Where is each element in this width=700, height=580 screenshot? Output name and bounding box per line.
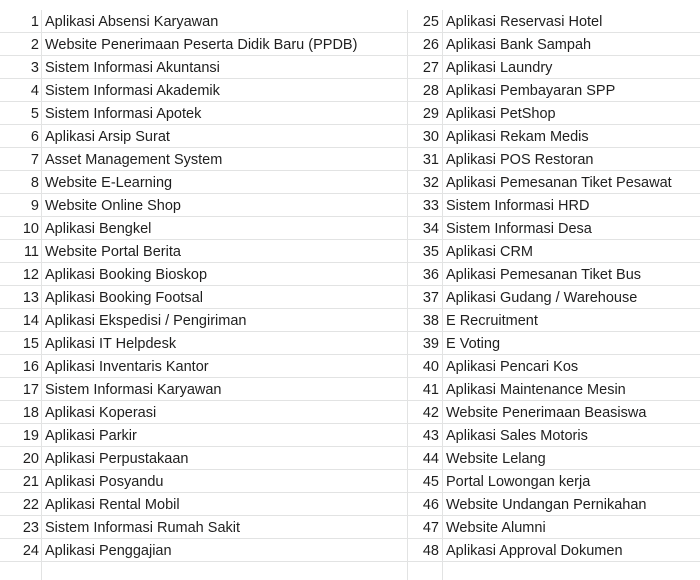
- title-cell[interactable]: Aplikasi Laundry: [446, 60, 553, 76]
- row-number-cell[interactable]: 38: [422, 313, 439, 329]
- table-row: [0, 424, 700, 447]
- title-cell[interactable]: Website Portal Berita: [45, 244, 181, 260]
- table-row: [0, 470, 700, 493]
- title-cell[interactable]: Aplikasi Sales Motoris: [446, 428, 588, 444]
- title-cell[interactable]: Sistem Informasi Rumah Sakit: [45, 520, 241, 536]
- row-number-cell[interactable]: 48: [422, 543, 439, 559]
- table-row: [0, 401, 700, 424]
- title-cell[interactable]: Website E-Learning: [45, 175, 173, 191]
- title-cell[interactable]: Sistem Informasi Akuntansi: [45, 60, 220, 76]
- row-number-cell[interactable]: 12: [22, 267, 39, 283]
- title-cell[interactable]: Portal Lowongan kerja: [446, 474, 591, 490]
- row-number-cell[interactable]: 28: [422, 83, 439, 99]
- title-cell[interactable]: Aplikasi Booking Bioskop: [45, 267, 208, 283]
- table-row: [0, 171, 700, 194]
- row-number-cell[interactable]: 7: [30, 152, 39, 168]
- table-row: [0, 447, 700, 470]
- table-row: [0, 148, 700, 171]
- table-row: [0, 10, 700, 33]
- title-cell[interactable]: Aplikasi Rekam Medis: [446, 129, 589, 145]
- row-number-cell[interactable]: 14: [22, 313, 39, 329]
- title-cell[interactable]: Aplikasi Pencari Kos: [446, 359, 579, 375]
- title-cell[interactable]: Aplikasi Perpustakaan: [45, 451, 189, 467]
- table-row: [0, 332, 700, 355]
- row-number-cell[interactable]: 6: [30, 129, 39, 145]
- row-number-cell[interactable]: 18: [22, 405, 39, 421]
- title-cell[interactable]: Aplikasi Bank Sampah: [446, 37, 592, 53]
- title-cell[interactable]: Aplikasi Koperasi: [45, 405, 157, 421]
- title-cell[interactable]: Aplikasi CRM: [446, 244, 534, 260]
- row-number-cell[interactable]: 16: [22, 359, 39, 375]
- table-row: [0, 56, 700, 79]
- title-cell[interactable]: Sistem Informasi Karyawan: [45, 382, 222, 398]
- title-cell[interactable]: Aplikasi Ekspedisi / Pengiriman: [45, 313, 247, 329]
- row-number-cell[interactable]: 47: [422, 520, 439, 536]
- title-cell[interactable]: Aplikasi Gudang / Warehouse: [446, 290, 638, 306]
- row-number-cell[interactable]: 32: [422, 175, 439, 191]
- title-cell[interactable]: Website Penerimaan Peserta Didik Baru (PPDB): [45, 37, 358, 53]
- row-number-cell[interactable]: 31: [422, 152, 439, 168]
- title-cell[interactable]: Aplikasi Inventaris Kantor: [45, 359, 209, 375]
- title-cell[interactable]: Website Lelang: [446, 451, 546, 467]
- table-row: [0, 378, 700, 401]
- row-number-cell[interactable]: 11: [23, 244, 39, 260]
- row-number-cell[interactable]: 46: [422, 497, 439, 513]
- row-number-cell[interactable]: 4: [30, 83, 39, 99]
- row-number-cell[interactable]: 10: [22, 221, 39, 237]
- title-cell[interactable]: Aplikasi Booking Footsal: [45, 290, 203, 306]
- title-cell[interactable]: Aplikasi Rental Mobil: [45, 497, 180, 513]
- table-row: [0, 355, 700, 378]
- title-cell[interactable]: Aplikasi Reservasi Hotel: [446, 14, 603, 30]
- row-number-cell[interactable]: 1: [30, 14, 39, 30]
- table-row: [0, 102, 700, 125]
- row-number-cell[interactable]: 35: [422, 244, 439, 260]
- title-cell[interactable]: Aplikasi Absensi Karyawan: [45, 14, 219, 30]
- title-cell[interactable]: Aplikasi Posyandu: [45, 474, 164, 490]
- title-cell[interactable]: Website Online Shop: [45, 198, 181, 214]
- row-number-cell[interactable]: 5: [30, 106, 39, 122]
- table-row: [0, 516, 700, 539]
- row-number-cell[interactable]: 37: [422, 290, 439, 306]
- title-cell[interactable]: Aplikasi PetShop: [446, 106, 556, 122]
- table-row: [0, 493, 700, 516]
- table-row: [0, 263, 700, 286]
- row-number-cell[interactable]: 42: [422, 405, 439, 421]
- row-number-cell[interactable]: 25: [422, 14, 439, 30]
- title-cell[interactable]: E Voting: [446, 336, 501, 352]
- title-cell[interactable]: Asset Management System: [45, 152, 223, 168]
- title-cell[interactable]: Sistem Informasi HRD: [446, 198, 590, 214]
- row-number-cell[interactable]: 36: [422, 267, 439, 283]
- table-row: [0, 539, 700, 562]
- title-cell[interactable]: Aplikasi Pemesanan Tiket Pesawat: [446, 175, 672, 191]
- row-number-cell[interactable]: 17: [22, 382, 39, 398]
- title-cell[interactable]: Aplikasi Arsip Surat: [45, 129, 170, 145]
- table-row: [0, 79, 700, 102]
- title-cell[interactable]: Website Undangan Pernikahan: [446, 497, 647, 513]
- table-row: [0, 309, 700, 332]
- row-number-cell[interactable]: 45: [422, 474, 439, 490]
- row-number-cell[interactable]: 21: [22, 474, 39, 490]
- row-number-cell[interactable]: 9: [30, 198, 39, 214]
- row-number-cell[interactable]: 30: [422, 129, 439, 145]
- title-cell[interactable]: Sistem Informasi Desa: [446, 221, 592, 237]
- row-number-cell[interactable]: 39: [422, 336, 439, 352]
- row-number-cell[interactable]: 22: [22, 497, 39, 513]
- row-number-cell[interactable]: 43: [422, 428, 439, 444]
- table-row: [0, 286, 700, 309]
- row-number-cell[interactable]: 26: [422, 37, 439, 53]
- row-number-cell[interactable]: 2: [30, 37, 39, 53]
- row-number-cell[interactable]: 29: [422, 106, 439, 122]
- row-number-cell[interactable]: 27: [422, 60, 439, 76]
- table-row: [0, 194, 700, 217]
- title-cell[interactable]: Aplikasi POS Restoran: [446, 152, 594, 168]
- row-number-cell[interactable]: 20: [22, 451, 39, 467]
- title-cell[interactable]: Aplikasi Pembayaran SPP: [446, 83, 616, 99]
- row-number-cell[interactable]: 34: [422, 221, 439, 237]
- title-cell[interactable]: Website Alumni: [446, 520, 546, 536]
- title-cell[interactable]: Website Penerimaan Beasiswa: [446, 405, 647, 421]
- row-number-cell[interactable]: 44: [422, 451, 439, 467]
- title-cell[interactable]: Sistem Informasi Akademik: [45, 83, 220, 99]
- table-row: [0, 217, 700, 240]
- title-cell[interactable]: Sistem Informasi Apotek: [45, 106, 202, 122]
- row-number-cell[interactable]: 8: [30, 175, 39, 191]
- table-row: [0, 240, 700, 263]
- spreadsheet-grid: [0, 10, 700, 580]
- row-number-cell[interactable]: 15: [22, 336, 39, 352]
- row-number-cell[interactable]: 24: [22, 543, 39, 559]
- row-number-cell[interactable]: 23: [22, 520, 39, 536]
- title-cell[interactable]: Aplikasi Pemesanan Tiket Bus: [446, 267, 642, 283]
- title-cell[interactable]: Aplikasi Approval Dokumen: [446, 543, 623, 559]
- row-number-cell[interactable]: 33: [422, 198, 439, 214]
- row-number-cell[interactable]: 40: [422, 359, 439, 375]
- table-row: [0, 125, 700, 148]
- title-cell[interactable]: Aplikasi Bengkel: [45, 221, 152, 237]
- row-number-cell[interactable]: 19: [22, 428, 39, 444]
- table-row: [0, 33, 700, 56]
- title-cell[interactable]: Aplikasi Parkir: [45, 428, 137, 444]
- title-cell[interactable]: E Recruitment: [446, 313, 538, 329]
- title-cell[interactable]: Aplikasi IT Helpdesk: [45, 336, 177, 352]
- row-number-cell[interactable]: 41: [422, 382, 439, 398]
- title-cell[interactable]: Aplikasi Maintenance Mesin: [446, 382, 626, 398]
- row-number-cell[interactable]: 13: [22, 290, 39, 306]
- row-number-cell[interactable]: 3: [30, 60, 39, 76]
- title-cell[interactable]: Aplikasi Penggajian: [45, 543, 172, 559]
